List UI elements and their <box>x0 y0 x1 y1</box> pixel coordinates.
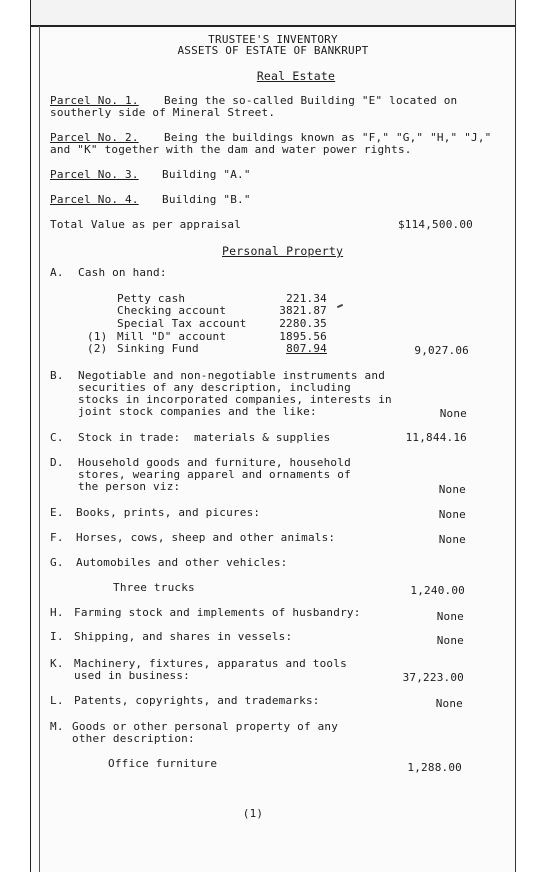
top-band <box>31 0 515 26</box>
personal-property-heading: Personal Property <box>222 244 344 258</box>
item-h-value: None <box>436 610 464 623</box>
item-d-line-1: Household goods and furniture, household <box>78 456 351 469</box>
item-d-line-2: stores, wearing apparel and ornaments of <box>78 468 351 481</box>
item-b-line-2: securities of any description, including <box>78 381 351 394</box>
document-page <box>30 0 516 872</box>
cash-5-amount: 807.94 <box>286 342 327 355</box>
item-k-value: 37,223.00 <box>402 671 464 684</box>
parcel-1-line-2: southerly side of Mineral Street. <box>50 106 276 119</box>
item-k-letter: K. <box>50 657 64 670</box>
cash-3-label: Special Tax account <box>117 317 247 330</box>
margin-line <box>39 26 40 872</box>
parcel-3-line-1: Building "A." <box>162 168 251 181</box>
item-a-text: Cash on hand: <box>78 266 167 279</box>
item-g-value: 1,240.00 <box>410 584 465 597</box>
cash-4-amount: 1895.56 <box>279 330 327 343</box>
cash-5-label: Sinking Fund <box>117 342 199 355</box>
item-f-letter: F. <box>50 531 64 544</box>
cash-1-label: Petty cash <box>117 292 186 305</box>
cash-2-amount: 3821.87 <box>279 304 327 317</box>
item-a-value: 9,027.06 <box>414 344 469 357</box>
page-number: (1) <box>242 807 264 820</box>
item-d-value: None <box>438 483 466 496</box>
item-c-letter: C. <box>50 431 64 444</box>
item-c-text: Stock in trade: materials & supplies <box>78 431 331 444</box>
parcel-3-label: Parcel No. 3. <box>50 168 139 181</box>
item-m-line-2: other description: <box>72 732 195 745</box>
item-e-letter: E. <box>50 506 64 519</box>
parcel-2-line-2: and "K" together with the dam and water power rights. <box>50 143 412 156</box>
item-e-value: None <box>438 508 466 521</box>
item-d-letter: D. <box>50 456 64 469</box>
item-h-letter: H. <box>50 606 64 619</box>
item-g-subtext: Three trucks <box>113 581 195 594</box>
item-b-line-4: joint stock companies and the like: <box>78 405 317 418</box>
top-rule <box>31 25 515 27</box>
item-b-line-1: Negotiable and non-negotiable instruments and <box>78 369 386 382</box>
item-g-letter: G. <box>50 556 64 569</box>
cash-3-amount: 2280.35 <box>279 317 327 330</box>
item-h-text: Farming stock and implements of husbandry: <box>74 606 361 619</box>
document-subtitle: ASSETS OF ESTATE OF BANKRUPT <box>177 44 369 57</box>
parcel-2-line-1: Being the buildings known as "F," "G," "H," "J," <box>164 131 492 144</box>
item-l-letter: L. <box>50 694 64 707</box>
parcel-4-line-1: Building "B." <box>162 193 251 206</box>
parcel-2-label: Parcel No. 2. <box>50 131 139 144</box>
item-a-letter: A. <box>50 266 64 279</box>
item-b-value: None <box>439 407 467 420</box>
item-i-value: None <box>436 634 464 647</box>
item-m-letter: M. <box>50 720 64 733</box>
item-i-text: Shipping, and shares in vessels: <box>74 630 293 643</box>
item-l-value: None <box>435 697 463 710</box>
parcel-1-label: Parcel No. 1. <box>50 94 139 107</box>
item-m-line-1: Goods or other personal property of any <box>72 720 339 733</box>
item-b-line-3: stocks in incorporated companies, interests in <box>78 393 392 406</box>
item-i-letter: I. <box>50 630 64 643</box>
total-value: $114,500.00 <box>397 218 473 231</box>
total-label: Total Value as per appraisal <box>50 218 242 231</box>
document-title: TRUSTEE'S INVENTORY <box>208 33 338 46</box>
item-f-text: Horses, cows, sheep and other animals: <box>76 531 336 544</box>
parcel-4-label: Parcel No. 4. <box>50 193 139 206</box>
cash-5-prefix: (2) <box>87 342 108 355</box>
item-m-subtext: Office furniture <box>108 757 218 770</box>
cash-4-label: Mill "D" account <box>117 330 227 343</box>
item-m-value: 1,288.00 <box>407 761 462 774</box>
item-k-line-1: Machinery, fixtures, apparatus and tools <box>74 657 347 670</box>
item-e-text: Books, prints, and picures: <box>76 506 261 519</box>
real-estate-heading: Real Estate <box>256 69 336 83</box>
parcel-1-line-1: Being the so-called Building "E" located on <box>164 94 458 107</box>
item-l-text: Patents, copyrights, and trademarks: <box>74 694 320 707</box>
item-b-letter: B. <box>50 369 64 382</box>
item-g-text: Automobiles and other vehicles: <box>76 556 288 569</box>
cash-4-prefix: (1) <box>87 330 108 343</box>
item-d-line-3: the person viz: <box>78 480 181 493</box>
check-tick-mark <box>337 304 343 308</box>
cash-1-amount: 221.34 <box>286 292 327 305</box>
cash-2-label: Checking account <box>117 304 227 317</box>
item-k-line-2: used in business: <box>74 669 190 682</box>
item-c-value: 11,844.16 <box>405 431 467 444</box>
item-f-value: None <box>438 533 466 546</box>
